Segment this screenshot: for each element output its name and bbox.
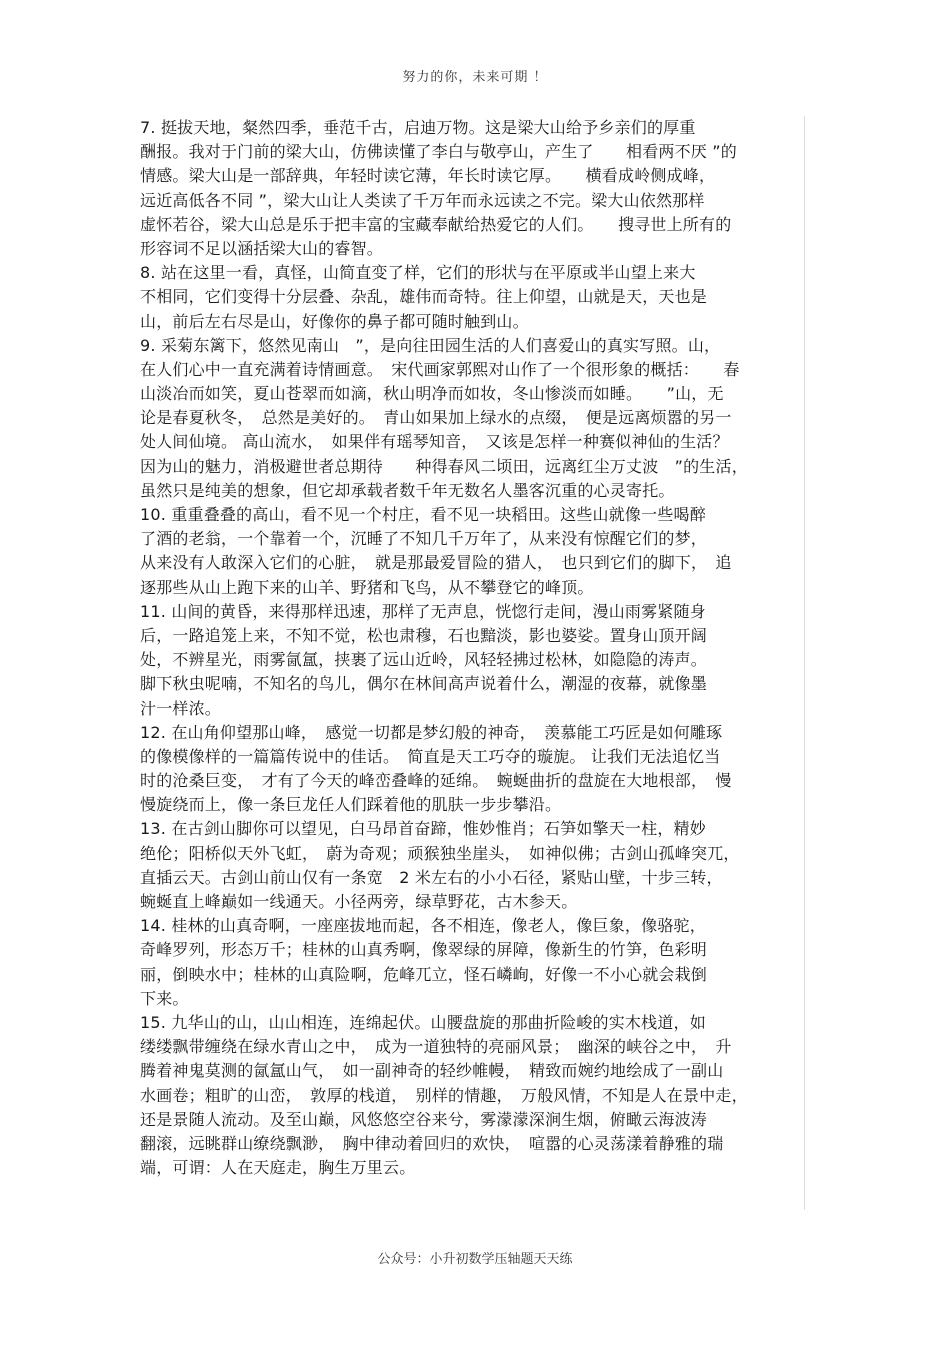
text-line: 端，可谓：人在天庭走，胸生万里云。 — [140, 1158, 416, 1178]
text-line: 8. 站在这里一看，真怪，山简直变了样，它们的形状与在平原或半山望上来大 — [140, 263, 696, 283]
text-line: 慢旋绕而上，像一条巨龙任人们踩着他的肌肤一步步攀沿。 — [140, 795, 562, 815]
text-line: 奇峰罗列，形态万千；桂林的山真秀啊，像翠绿的屏障，像新生的竹笋，色彩明 — [140, 940, 708, 960]
text-line: 直插云天。古剑山前山仅有一条宽 2 米左右的小小石径，紧贴山壁，十步三转， — [140, 867, 723, 887]
text-line: 还是景随人流动。及至山巅，风悠悠空谷来兮，雾濛濛深涧生烟，俯瞰云海波涛 — [140, 1109, 708, 1129]
text-line: 山淡冶而如笑，夏山苍翠而如滴，秋山明净而如妆，冬山惨淡而如睡。 ”山，无 — [140, 384, 724, 404]
paragraph-14 — [140, 914, 804, 1011]
text-line: 13. 在古剑山脚你可以望见，白马昂首奋蹄，惟妙惟肖；石笋如擎天一柱，精妙 — [140, 819, 706, 839]
text-line: 远近高低各不同 ”，梁大山让人类读了千万年而永远读之不完。梁大山依然那样 — [140, 190, 705, 210]
paragraph-11 — [140, 600, 804, 721]
text-line: 9. 采菊东篱下，悠然见南山 ”，是向往田园生活的人们喜爱山的真实写照。山， — [140, 335, 721, 355]
text-line: 脚下秋虫呢喃，不知名的鸟儿，偶尔在林间高声说着什么，潮湿的夜幕，就像墨 — [140, 674, 708, 694]
text-line: 逐那些从山上跑下来的山羊、野猪和飞鸟，从不攀登它的峰顶。 — [140, 577, 594, 597]
text-line: 15. 九华山的山，山山相连，连绵起伏。山腰盘旋的那曲折险峻的实木栈道，如 — [140, 1012, 706, 1032]
text-line: 10. 重重叠叠的高山，看不见一个村庄，看不见一块稻田。这些山就像一些喝醉 — [140, 505, 706, 524]
text-line: 处人间仙境。 高山流水， 如果伴有瑶琴知音， 又该是怎样一种赛似神仙的生活？ — [140, 432, 729, 452]
text-line: 不相同，它们变得十分层叠、杂乱，雄伟而奇特。往上仰望，山就是天，天也是 — [140, 287, 708, 307]
text-line: 酬报。我对于门前的梁大山，仿佛读懂了李白与敬亭山，产生了 相看两不厌 ”的 — [140, 142, 737, 162]
text-line: 翻滚，远眺群山缭绕飘渺， 胸中律动着回归的欢快， 喧嚣的心灵荡漾着静雅的瑞 — [140, 1133, 724, 1153]
paragraph-13 — [140, 817, 804, 914]
text-line: 缕缕飘带缠绕在绿水青山之中， 成为一道独特的亮丽风景； 幽深的峡谷之中， 升 — [140, 1037, 732, 1057]
text-line: 汁一样浓。 — [140, 698, 222, 718]
paragraph-10 — [140, 503, 804, 600]
text-line: 水画卷；粗旷的山峦， 敦厚的栈道， 别样的情趣， 万般风情，不知是人在景中走， — [140, 1085, 748, 1105]
text-line: 论是春夏秋冬， 总然是美好的。 青山如果加上绿水的点缀， 便是远离烦嚣的另一 — [140, 408, 732, 428]
text-line: 了酒的老翁，一个靠着一个，沉睡了不知几千万年了，从来没有惊醒它们的梦， — [140, 529, 708, 549]
text-line: 11. 山间的黄昏，来得那样迅速，那样了无声息，恍惚行走间，漫山雨雾紧随身 — [140, 601, 706, 621]
text-line: 处，不辨星光，雨雾氤氲，挟裹了远山近岭，风轻轻拂过松林，如隐隐的涛声。 — [140, 650, 708, 670]
text-line: 时的沧桑巨变， 才有了今天的峰峦叠峰的延绵。 蜿蜒曲折的盘旋在大地根部， 慢 — [140, 771, 732, 791]
text-line: 14. 桂林的山真奇啊，一座座拔地而起，各不相连，像老人，像巨象，像骆驼， — [140, 916, 706, 936]
text-line: 丽，倒映水中；桂林的山真险啊，危峰兀立，怪石嶙峋，好像一不小心就会栽倒 — [140, 964, 708, 984]
page-header: 努力的你，未来可期 ！ — [402, 70, 548, 85]
text-line: 蜿蜒直上峰巅如一线通天。小径两旁，绿草野花，古木参天。 — [140, 892, 578, 911]
text-line: 虽然只是纯美的想象，但它却承载者数千年无数名人墨客沉重的心灵寄托。 — [140, 480, 675, 500]
paragraph-15 — [140, 1011, 804, 1180]
text-line: 因为山的魅力，消极避世者总期待 种得春风二顷田，远离红尘万丈波 ”的生活， — [140, 456, 748, 476]
text-line: 情感。梁大山是一部辞典，年轻时读它薄，年长时读它厚。 横看成岭侧成峰， — [140, 166, 716, 186]
text-line: 虚怀若谷，梁大山总是乐于把丰富的宝藏奉献给热爱它的人们。 搜寻世上所有的 — [140, 214, 732, 234]
document-body — [140, 116, 805, 1210]
text-line: 在人们心中一直充满着诗情画意。 宋代画家郭熙对山作了一个很形象的概括： 春 — [140, 359, 740, 379]
text-line: 从来没有人敢深入它们的心脏， 就是那最爱冒险的猎人， 也只到它们的脚下， 追 — [140, 553, 732, 573]
text-line: 12. 在山角仰望那山峰， 感觉一切都是梦幻般的神奇， 羡慕能工巧匠是如何雕琢 — [140, 722, 723, 742]
text-line: 的像模像样的一篇篇传说中的佳话。 简直是天工巧夺的璇旎。 让我们无法追忆当 — [140, 746, 721, 766]
text-line: 下来。 — [140, 988, 189, 1008]
text-line: 7. 挺拔天地，粲然四季，垂范千古，启迪万物。这是梁大山给予乡亲们的厚重 — [140, 118, 696, 137]
paragraph-9 — [140, 334, 804, 503]
page-footer: 公众号：小升初数学压轴题天天练 — [377, 1252, 573, 1267]
text-line: 绝伦；阳桥似天外飞虹， 蔚为奇观；顽猴独坐崖头， 如神似佛；古剑山孤峰突兀， — [140, 843, 740, 863]
paragraph-8 — [140, 261, 804, 334]
text-line: 山，前后左右尽是山，好像你的鼻子都可随时触到山。 — [140, 311, 529, 331]
text-line: 形容词不足以涵括梁大山的睿智。 — [140, 238, 384, 258]
paragraph-12 — [140, 721, 804, 818]
paragraph-7 — [140, 116, 804, 261]
text-line: 后，一路追笼上来，不知不觉，松也肃穆，石也黯淡，影也婆娑。置身山顶开阔 — [140, 625, 708, 645]
text-line: 腾着神鬼莫测的氤氲山气， 如一副神奇的轻纱帷幔， 精致而婉约地绘成了一副山 — [140, 1061, 724, 1081]
